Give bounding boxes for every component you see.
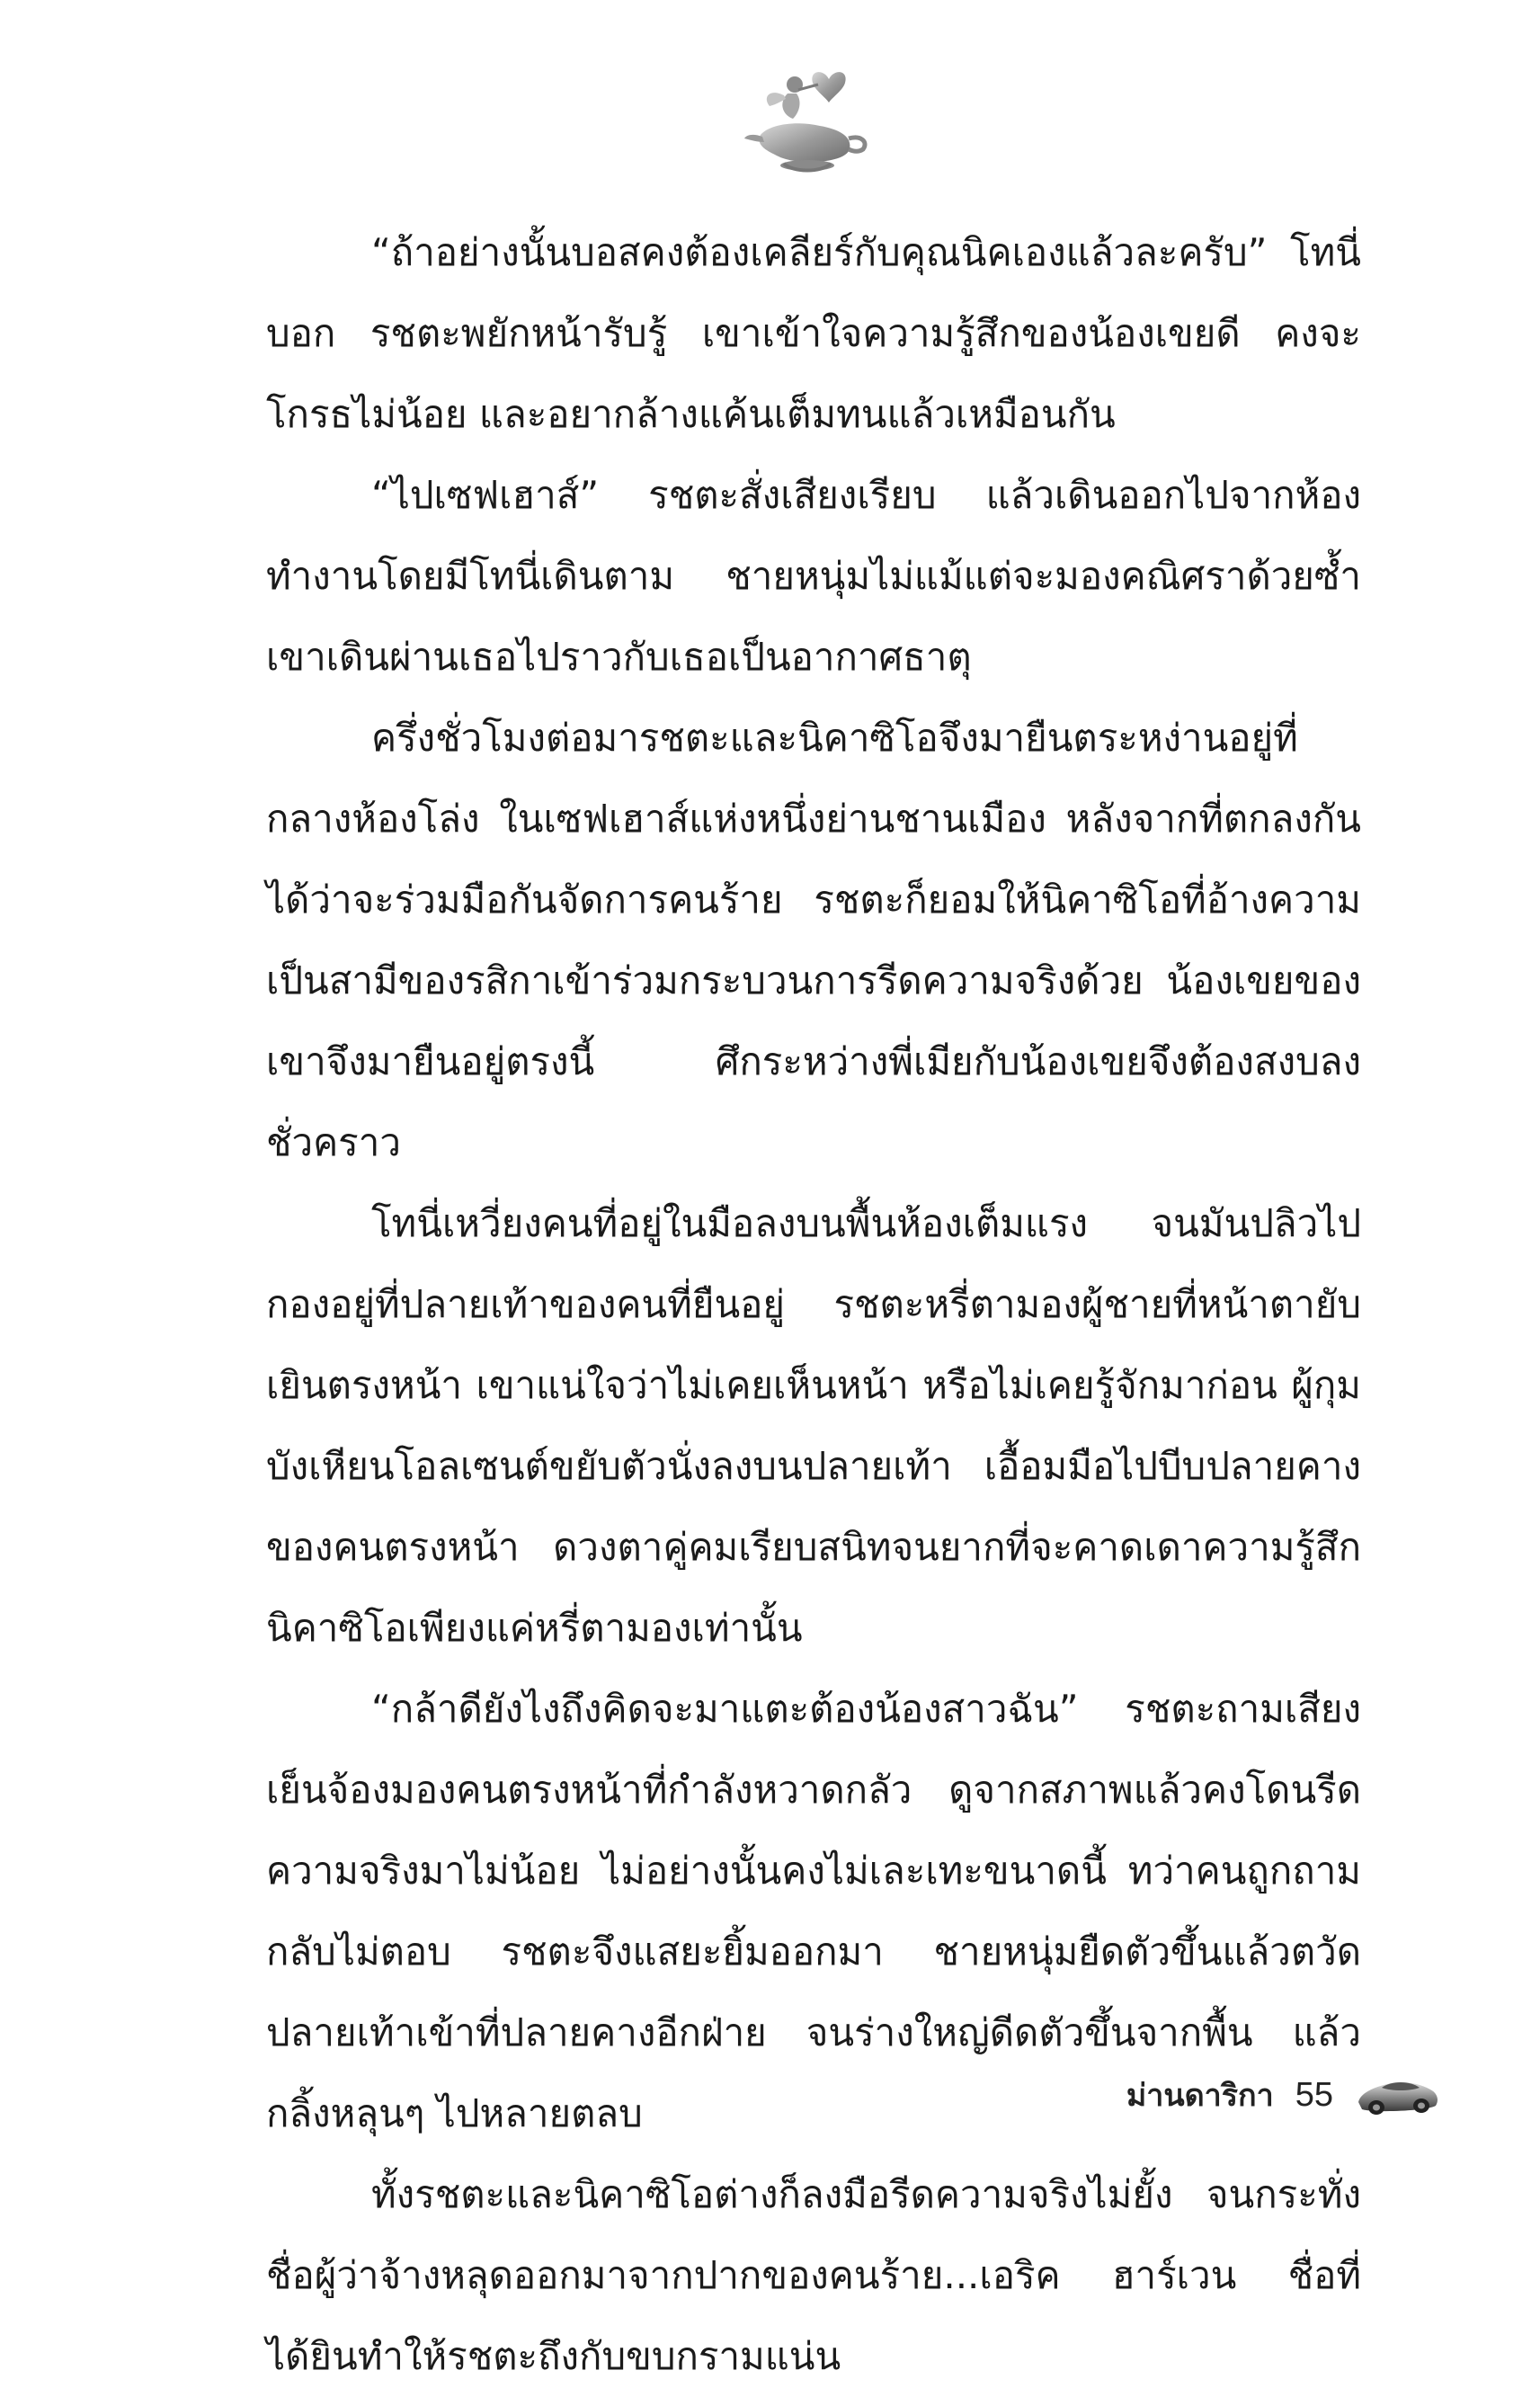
paragraph: “ถ้าอย่างนั้นบอสคงต้องเคลียร์กับคุณนิคเองแล้วละครับ” โทนี่บอก รชตะพยักหน้ารับรู้ เขาเข้าใจความรู้สึกของน้องเขยดี คงจะโกรธไม่น้อย และอยากล้างแค้นเต็มทนแล้วเหมือนกัน [266, 230, 1361, 436]
paragraph: ทั้งรชตะและนิคาซิโอต่างก็ลงมือรีดความจริงไม่ยั้ง จนกระทั่งชื่อผู้ว่าจ้างหลุดออกมาจากปากของคนร้าย...เอริค ฮาร์เวน ชื่อที่ได้ยินทำให้รชตะถึงกับขบกรามแน่น [266, 2172, 1361, 2378]
paragraph: “ไปเซฟเฮาส์” รชตะสั่งเสียงเรียบ แล้วเดินออกไปจากห้องทำงานโดยมีโทนี่เดินตาม ชายหนุ่มไม่แม้แต่จะมองคณิศราด้วยซ้ำ เขาเดินผ่านเธอไปราวกับเธอเป็นอากาศธาตุ [266, 473, 1361, 679]
paragraph: “กล้าดียังไงถึงคิดจะมาแตะต้องน้องสาวฉัน” รชตะถามเสียงเย็นจ้องมองคนตรงหน้าที่กำลังหวาดกลัว ดูจากสภาพแล้วคงโดนรีดความจริงมาไม่น้อย ไม่อย่างนั้นคงไม่เละเทะขนาดนี้ ทว่าคนถูกถามกลับไม่ตอบ รชตะจึงแสยะยิ้มออกมา ชายหนุ่มยืดตัวขึ้นแล้วตวัดปลายเท้าเข้าที่ปลายคางอีกฝ่าย จนร่างใหญ่ดีดตัวขึ้นจากพื้น แล้วกลิ้งหลุนๆ ไปหลายตลบ [266, 1687, 1361, 2135]
paragraph: โทนี่เหวี่ยงคนที่อยู่ในมือลงบนพื้นห้องเต็มแรง จนมันปลิวไปกองอยู่ที่ปลายเท้าของคนที่ยืนอยู่ รชตะหรี่ตามองผู้ชายที่หน้าตายับเยินตรงหน้า เขาแน่ใจว่าไม่เคยเห็นหน้า หรือไม่เคยรู้จักมาก่อน ผู้กุมบังเหียนโอลเซนต์ขยับตัวนั่งลงบนปลายเท้า เอื้อมมือไปบีบปลายคางของคนตรงหน้า ดวงตาคู่คมเรียบสนิทจนยากที่จะคาดเดาความรู้สึก นิคาซิโอเพียงแค่หรี่ตามองเท่านั้น [266, 1201, 1361, 1650]
paragraph: ครึ่งชั่วโมงต่อมารชตะและนิคาซิโอจึงมายืนตระหง่านอยู่ที่กลางห้องโล่ง ในเซฟเฮาส์แห่งหนึ่งย่านชานเมือง หลังจากที่ตกลงกันได้ว่าจะร่วมมือกันจัดการคนร้าย รชตะก็ยอมให้นิคาซิโอที่อ้างความเป็นสามีของรสิกาเข้าร่วมกระบวนการรีดความจริงด้วย น้องเขยของเขาจึงมายืนอยู่ตรงนี้ ศึกระหว่างพี่เมียกับน้องเขยจึงต้องสงบลงชั่วคราว [266, 716, 1361, 1164]
page-number: 55 [1295, 2075, 1333, 2114]
book-title: ม่านดาริกา [1126, 2078, 1274, 2114]
teapot-ornament-icon [743, 52, 877, 178]
page-footer [1126, 2059, 1441, 2131]
sports-car-icon [1355, 2068, 1441, 2122]
